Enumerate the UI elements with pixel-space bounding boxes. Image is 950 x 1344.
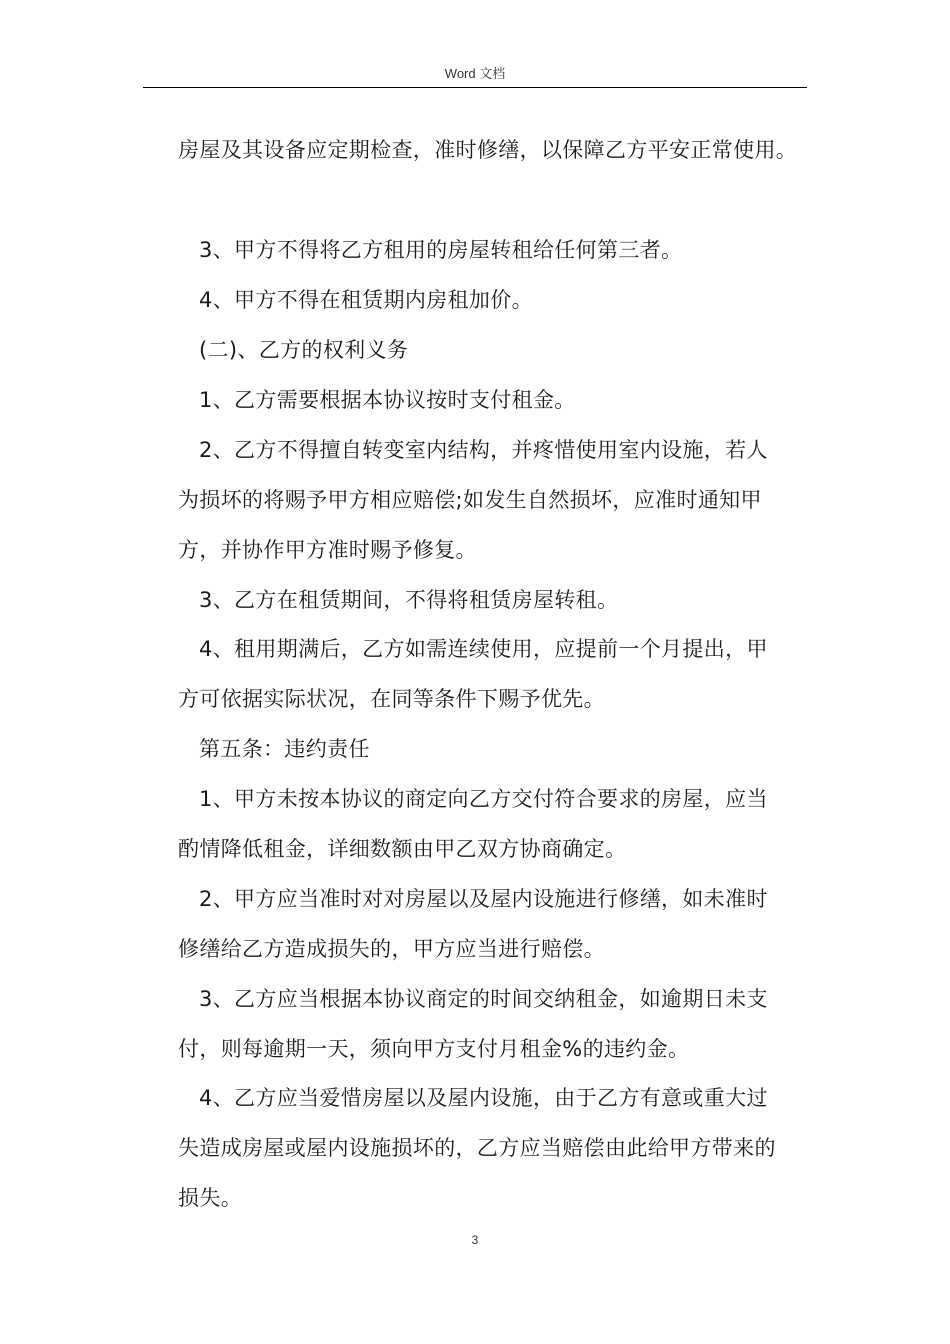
paragraph-line: 方，并协作甲方准时赐予修复。 (178, 538, 477, 562)
paragraph-line: 3、甲方不得将乙方租用的房屋转租给任何第三者。 (199, 238, 683, 262)
paragraph-line: 2、甲方应当准时对对房屋以及屋内设施进行修缮，如未准时 (199, 887, 768, 911)
paragraph-line: 1、甲方未按本协议的商定向乙方交付符合要求的房屋，应当 (199, 787, 768, 811)
paragraph-line: 3、乙方在租赁期间，不得将租赁房屋转租。 (199, 588, 619, 612)
paragraph-line: 修缮给乙方造成损失的，甲方应当进行赔偿。 (178, 937, 605, 961)
paragraph-line: 方可依据实际状况，在同等条件下赐予优先。 (178, 687, 605, 711)
section-heading: 第五条：违约责任 (199, 737, 370, 761)
page-number: 3 (471, 1233, 479, 1247)
paragraph-line: 4、乙方应当爱惜房屋以及屋内设施，由于乙方有意或重大过 (199, 1086, 768, 1110)
document-body (178, 0, 798, 1344)
page-header-title: Word 文档 (444, 66, 506, 81)
section-heading: (二)、乙方的权利义务 (199, 338, 409, 362)
paragraph-line: 2、乙方不得擅自转变室内结构，并疼惜使用室内设施，若人 (199, 438, 768, 462)
paragraph-line: 4、甲方不得在租赁期内房租加价。 (199, 288, 533, 312)
paragraph-line: 损失。 (178, 1186, 243, 1210)
paragraph-line: 付，则每逾期一天，须向甲方支付月租金%的违约金。 (178, 1037, 690, 1061)
paragraph-line: 为损坏的将赐予甲方相应赔偿;如发生自然损坏，应准时通知甲 (178, 488, 762, 512)
paragraph-line: 4、租用期满后，乙方如需连续使用，应提前一个月提出，甲 (199, 637, 768, 661)
paragraph-line: 酌情降低租金，详细数额由甲乙双方协商确定。 (178, 837, 627, 861)
paragraph-line: 1、乙方需要根据本协议按时支付租金。 (199, 388, 576, 412)
paragraph-line: 失造成房屋或屋内设施损坏的，乙方应当赔偿由此给甲方带来的 (178, 1136, 776, 1160)
paragraph-line: 3、乙方应当根据本协议商定的时间交纳租金，如逾期日未支 (199, 987, 768, 1011)
paragraph-line: 房屋及其设备应定期检查，准时修缮，以保障乙方平安正常使用。 (178, 138, 798, 162)
